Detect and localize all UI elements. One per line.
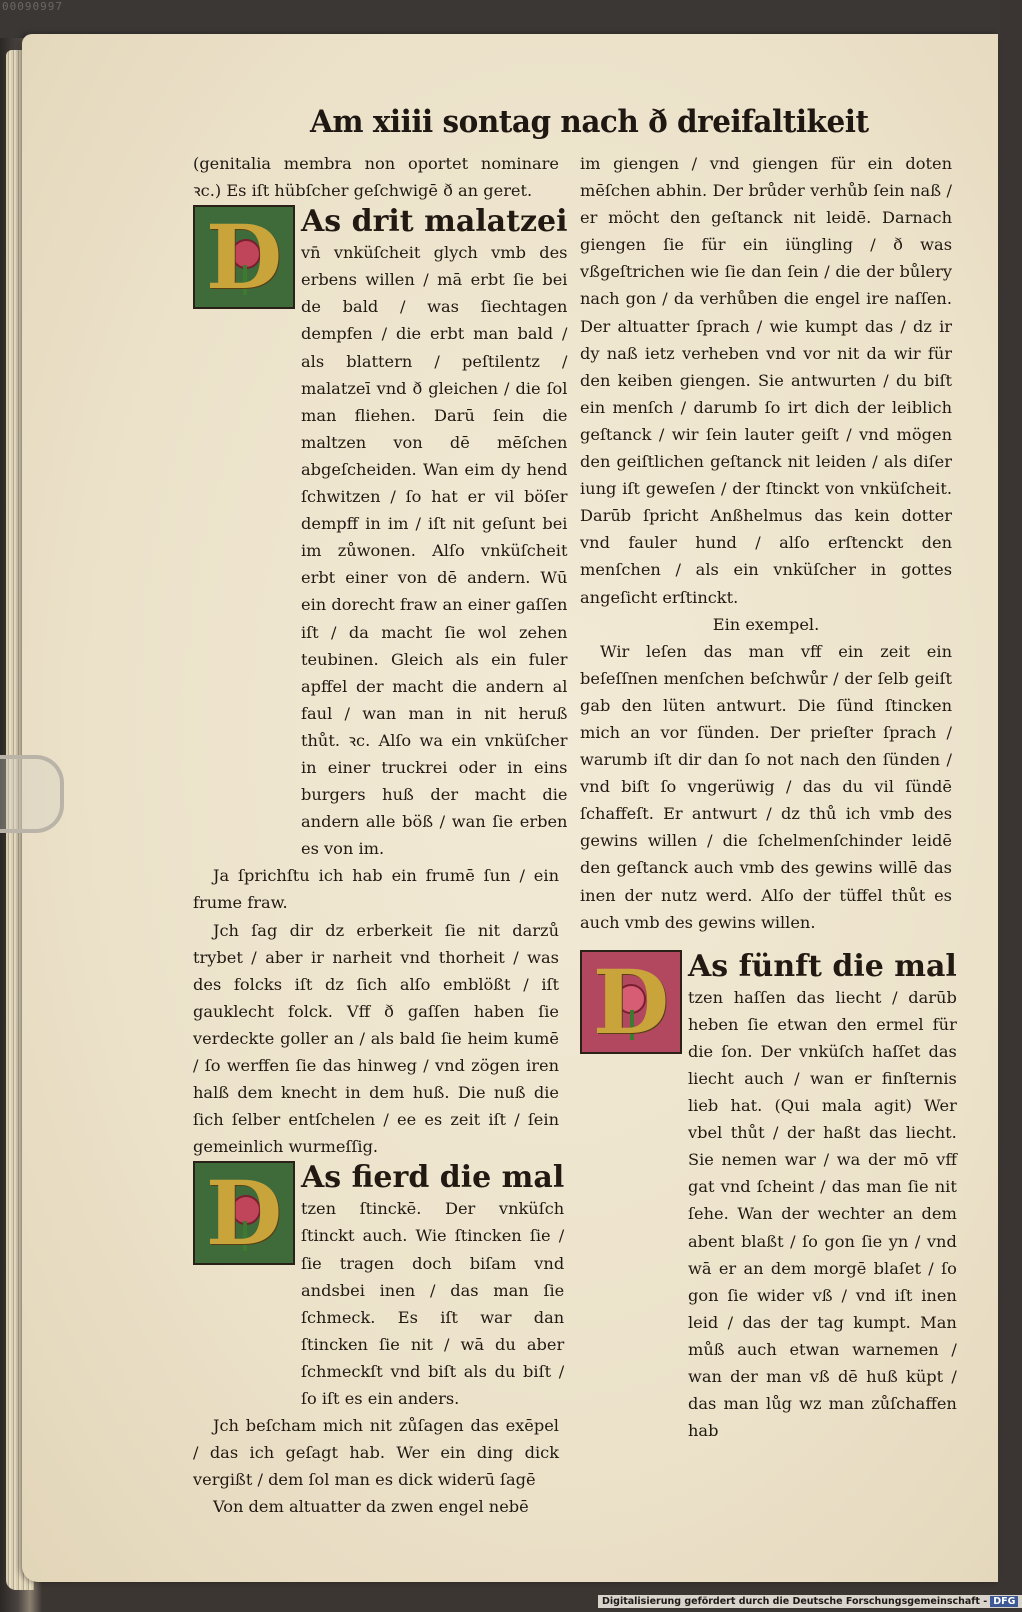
credit-text: Digitalisierung gefördert durch die Deutsche Forschungsgemeinschaft - (602, 1596, 988, 1607)
exempel-heading: Ein exempel. (712, 614, 820, 634)
dfg-logo: DFG (990, 1596, 1018, 1607)
shelfmark-stamp: 00090997 (2, 0, 63, 13)
top-margin-bar (0, 0, 1000, 38)
section-text: tzen ſtinckē. Der vnküſch ſtinckt auch. Wie ſtincken ſie / ſie tragen doch biſam vnd andsbei inen / das man ſie ſchmeck. Es iſt war dan ſtincken ſie nit / wā du aber ſchmeckſt vnd biſt als du biſt / ſo iſt es ein anders. (301, 1199, 565, 1409)
initial-letter: D (592, 949, 670, 1054)
section-drit (193, 204, 568, 862)
page-clip (0, 755, 64, 833)
paragraph: (genitalia membra non oportet nominare ꝛc.) Es iſt hübſcher geſchwigē ð an geret. (193, 154, 559, 201)
paragraph: Von dem altuatter da zwen engel nebē (213, 1497, 529, 1517)
digitization-credit (598, 1595, 1022, 1608)
section-heading: As drit malatzei (301, 204, 568, 240)
paragraph: Jch ſag dir dz erberkeit ſie nit darzů trybet / aber ir narheit vnd thorheit / was des folcks iſt dz ſich alſo emblößt / iſt gauklecht folck. Vff ð gaſſen haben ſie verdeckte goller an / als bald ſie heim kumē / ſo werffen ſie das hinweg / vnd zögen iren halß dem knecht in dem huß. Die nuß die ſich ſelber entſchelen / ee es zeit iſt / ſein gemeinlich wurmeſſig. (193, 920, 559, 1157)
left-column (193, 150, 568, 1521)
initial-letter: D (205, 1161, 283, 1266)
decorated-initial (193, 1161, 295, 1265)
initial-letter: D (205, 205, 283, 310)
section-body (301, 205, 567, 862)
paragraph: im giengen / vnd giengen für ein doten mēſchen abhin. Der brůder verhůb ſein naß / er möcht den geſtanck nit leidē. Darnach giengen ſie für ein iüngling / ð was vßgeſtrichen wie ſie dan ſein / die der bůlery nach gon / da verhůben die engel ire naſſen. Der altuatter ſprach / wie kumpt das / dz ir dy naß ietz verheben vnd vor nit da wir für den keiben giengen. Sie antwurten / du biſt ein menſch / darumb ſo irt dich der leiblich geſtanck / wir ſein lauter geiſt / vnd mögen den geiſtlichen geſtanck nit leiden / als diſer iung iſt geweſen / der ſtinckt von vnküſcheit. Darūb ſpricht Anßhelmus das kein dotter vnd fauler hund / alſo erſtenckt den menſchen / als ein vnküſcher in gottes angeſicht erſtinckt. (580, 154, 952, 607)
paragraph: Ja ſprichſtu ich hab ein frumē ſun / ein frume fraw. (193, 866, 559, 913)
section-text: vn̄ vnküſcheit glych vmb des erbens willen / mā erbt ſie bei de bald / was ſiechtagen dempfen / die erbt man bald / als blattern / peſtilentz / malatzeī vnd ð gleichen / die ſol man fliehen. Darū ſein die maltzen von dē mēſchen abgeſcheiden. Wan eim dy hend ſchwitzen / ſo hat er vil böſer dempff in im / iſt nit geſunt bei im zůwonen. Alſo vnküſcheit erbt einer von dē andern. Wū ein dorecht fraw an einer gaſſen iſt / da macht ſie wol zehen teubinen. Gleich als ein fuler apffel der macht die andern al faul / wan man in nit heruß thůt. ꝛc. Alſo wa ein vnküſcher in einer truckrei oder in eins burgers huß der macht die andern alle böß / wan ſie erben es von im. (301, 243, 568, 859)
paragraph: Wir leſen das man vff ein zeit ein beſeſſnen menſchen beſchwůr / der ſelb geiſt gab den lüten antwurt. Die ſünd ſtincken mich an vor ſünden. Der prieſter ſprach / warumb iſt dir dan ſo not nach den ſünden / vnd biſt ſo vngerüwig / das du vil ſündē ſchaffeſt. Er antwurt / dz thů ich vmb des gewins willen / die ſchelmenſchinder leidē den geſtanck auch vmb des gewins willē das inen der nutz werd. Alſo der tüffel thůt es auch vmb des gewins willen. (580, 641, 952, 932)
section-body (688, 950, 957, 1445)
section-fierd (193, 1160, 565, 1412)
right-column (580, 150, 957, 1444)
section-body (301, 1161, 564, 1412)
section-text: tzen haſſen das liecht / darūb heben ſie etwan den ermel für die ſon. Der vnküſch haſſet das liecht auch / wan er finſternis lieb hat. (Qui mala agit) Wer vbel thůt / der haßt das liecht. Sie nemen war / wa der mō vff gat vnd ſcheint / das man ſie nit ſehe. Wan der wechter an dem abent blaßt / ſo gon ſie yn / vnd wā er an dem morgē blaſet / ſo gon ſie wider vß / vnd iſt inen leid / das der tag kumpt. Man můß auch etwan warnemen / wan der man vß dē huß küpt / das man lůg wz man zůſchaffen hab (688, 987, 957, 1441)
decorated-initial (580, 950, 682, 1054)
section-heading: As fünft die mal (688, 948, 957, 984)
section-heading: As fierd die mal (301, 1160, 565, 1196)
section-fuenft (580, 948, 957, 1445)
paragraph: Jch beſcham mich nit zůſagen das exēpel / das ich geſagt hab. Wer ein ding dick vergißt / dem ſol man es dick widerū ſagē (193, 1416, 559, 1490)
running-head: Am xiiii sontag nach ð dreifaltikeit (310, 104, 869, 140)
decorated-initial (193, 205, 295, 309)
